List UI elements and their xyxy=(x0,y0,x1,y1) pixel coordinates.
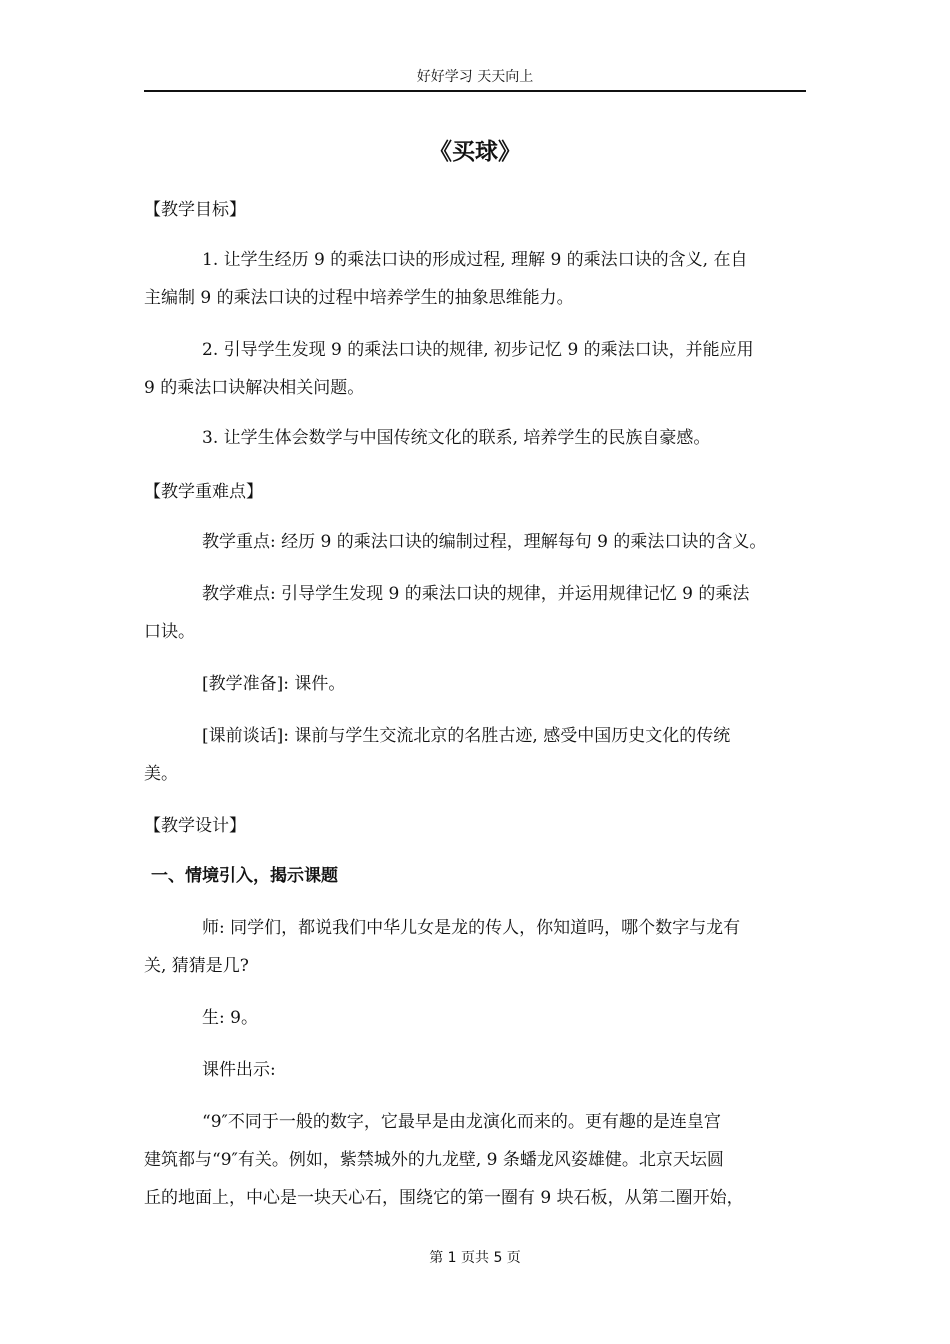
paragraph-line: 课件出示: xyxy=(202,1060,276,1080)
paragraph-line: 生: 9。 xyxy=(202,1008,258,1028)
paragraph-line: 关, 猜猜是几? xyxy=(144,956,249,976)
paragraph-line: 建筑都与“9″有关。例如，紫禁城外的九龙壁, 9 条蟠龙风姿雄健。北京天坛圆 xyxy=(144,1150,724,1170)
section-heading-teaching-design: 【教学设计】 xyxy=(144,816,246,836)
paragraph-line: 教学难点: 引导学生发现 9 的乘法口诀的规律，并运用规律记忆 9 的乘法 xyxy=(202,584,750,604)
document-title: 《买球》 xyxy=(429,139,521,165)
paragraph-line: [教学准备]: 课件。 xyxy=(202,674,346,694)
paragraph-line: [课前谈话]: 课前与学生交流北京的名胜古迹, 感受中国历史文化的传统 xyxy=(202,726,731,746)
section-heading-key-points: 【教学重难点】 xyxy=(144,482,263,502)
paragraph-line: 师: 同学们，都说我们中华儿女是龙的传人，你知道吗，哪个数字与龙有 xyxy=(202,918,741,938)
paragraph-line: 9 的乘法口诀解决相关问题。 xyxy=(144,378,365,398)
paragraph-line: 主编制 9 的乘法口诀的过程中培养学生的抽象思维能力。 xyxy=(144,288,574,308)
page-number: 第 1 页共 5 页 xyxy=(429,1250,521,1266)
paragraph-line: “9″不同于一般的数字，它最早是由龙演化而来的。更有趣的是连皇宫 xyxy=(202,1112,721,1132)
paragraph-line: 口诀。 xyxy=(144,622,195,642)
page-header: 好好学习 天天向上 xyxy=(144,66,806,92)
section-heading-teaching-goals: 【教学目标】 xyxy=(144,200,246,220)
paragraph-line: 3. 让学生体会数学与中国传统文化的联系, 培养学生的民族自豪感。 xyxy=(202,428,711,448)
paragraph-line: 2. 引导学生发现 9 的乘法口诀的规律, 初步记忆 9 的乘法口诀，并能应用 xyxy=(202,340,754,360)
paragraph-line: 教学重点: 经历 9 的乘法口诀的编制过程，理解每句 9 的乘法口诀的含义。 xyxy=(202,532,767,552)
subsection-heading: 一、情境引入，揭示课题 xyxy=(151,866,338,886)
paragraph-line: 美。 xyxy=(144,764,178,784)
paragraph-line: 1. 让学生经历 9 的乘法口诀的形成过程, 理解 9 的乘法口诀的含义, 在自 xyxy=(202,250,748,270)
paragraph-line: 丘的地面上，中心是一块天心石，围绕它的第一圈有 9 块石板，从第二圈开始， xyxy=(144,1188,744,1208)
